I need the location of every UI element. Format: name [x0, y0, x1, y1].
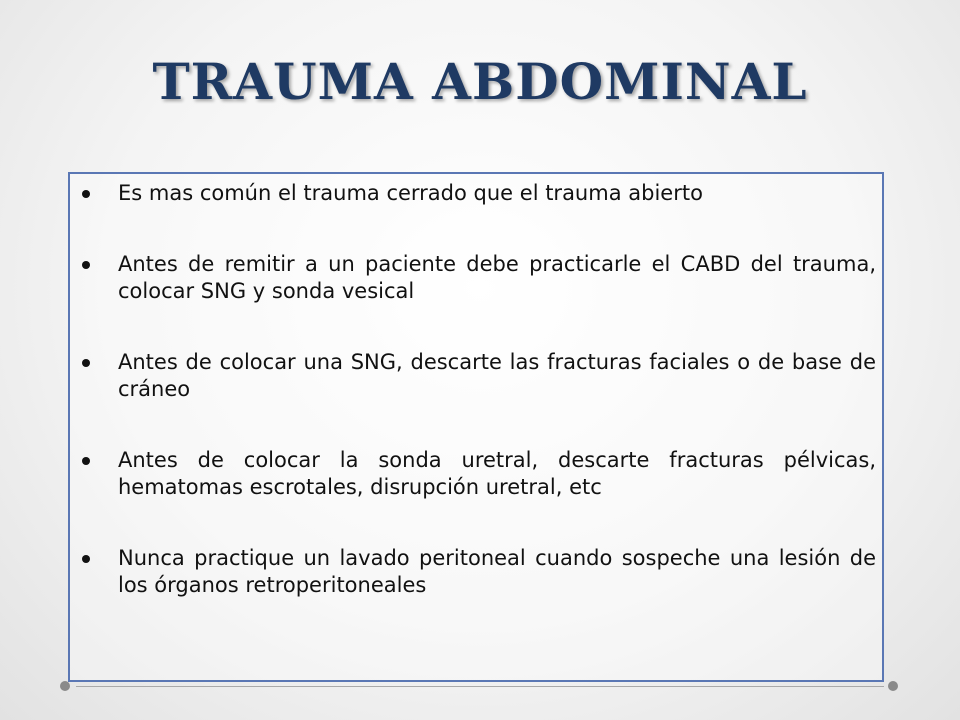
bullet-dot-icon	[82, 359, 90, 367]
bullet-text: Nunca practique un lavado peritoneal cuando sospeche una lesión de los órganos retroperitoneales	[118, 546, 876, 597]
left-corner-dot-icon	[60, 681, 70, 691]
bullet-list	[80, 180, 876, 599]
bullet-text: Antes de colocar la sonda uretral, descarte fracturas pélvicas, hematomas escrotales, disrupción uretral, etc	[118, 448, 876, 499]
bullet-dot-icon	[82, 555, 90, 563]
bullet-dot-icon	[82, 261, 90, 269]
bottom-divider	[76, 686, 884, 687]
bullet-text: Antes de remitir a un paciente debe practicarle el CABD del trauma, colocar SNG y sonda vesical	[118, 252, 876, 303]
bullet-dot-icon	[82, 190, 90, 198]
bullet-item	[80, 545, 876, 599]
bullet-dot-icon	[82, 457, 90, 465]
content-box	[68, 172, 884, 682]
right-corner-dot-icon	[888, 681, 898, 691]
slide-title: TRAUMA ABDOMINAL	[152, 52, 808, 111]
bullet-item	[80, 447, 876, 501]
bullet-item	[80, 180, 876, 207]
bullet-text: Es mas común el trauma cerrado que el trauma abierto	[118, 181, 703, 205]
bullet-text: Antes de colocar una SNG, descarte las fracturas faciales o de base de cráneo	[118, 350, 876, 401]
bullet-item	[80, 349, 876, 403]
bullet-item	[80, 251, 876, 305]
